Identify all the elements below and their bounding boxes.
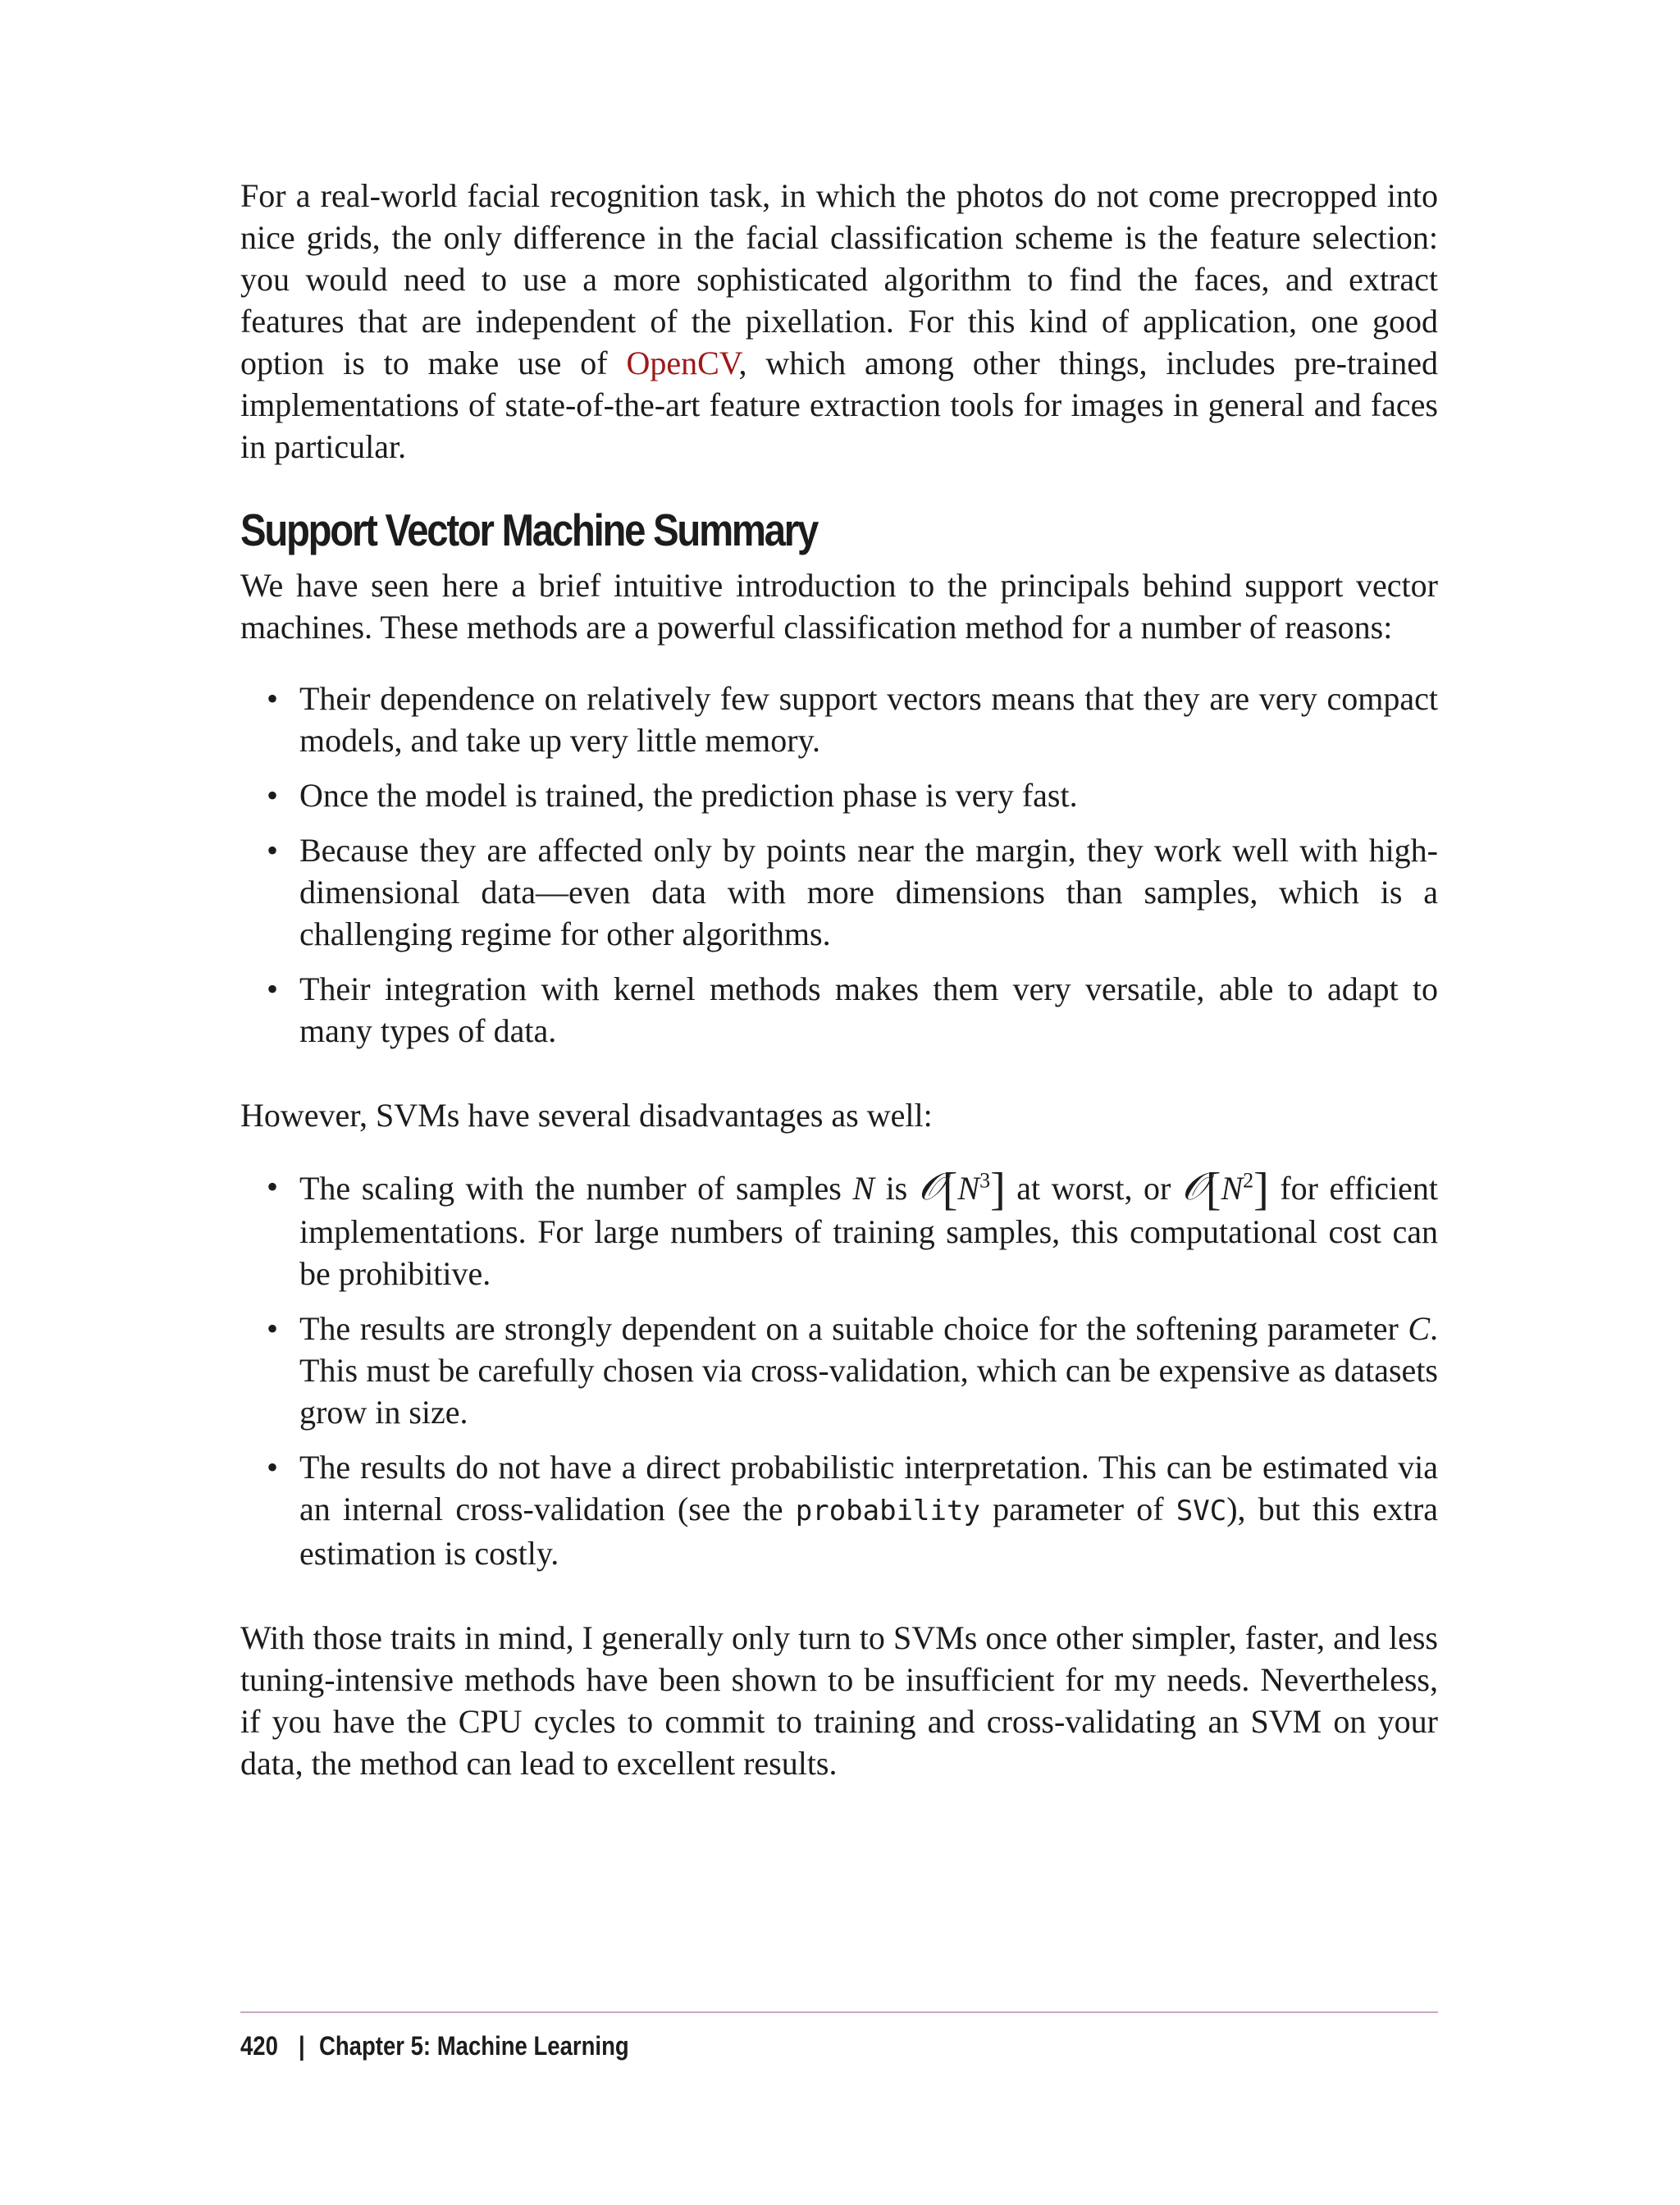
exponent: 2: [1243, 1168, 1254, 1193]
disadvantage-text: The results are strongly dependent on a suitable choice for the softening parameter: [299, 1310, 1408, 1347]
math-variable-c: C: [1408, 1310, 1430, 1347]
advantage-text: Once the model is trained, the prediction phase is very fast.: [299, 777, 1078, 814]
big-o-worst: $𝒪[N^3]$: [918, 1164, 1006, 1215]
advantage-text: Their integration with kernel methods makes them very versatile, able to adapt to many types of data.: [299, 970, 1438, 1049]
disadvantage-text: at worst, or: [1005, 1170, 1182, 1207]
code-svc: SVC: [1176, 1495, 1227, 1527]
conclusion-paragraph: With those traits in mind, I generally only turn to SVMs once other simpler, faster, and less tuning-intensive methods have been shown to be insufficient for my needs. Nevertheless, if you have the CPU cycles to commit to training and cross-validating an SVM on your data, the method can lead to excellent results.: [240, 1619, 1438, 1782]
big-o-symbol: 𝒪: [918, 1166, 943, 1208]
list-item: [240, 1166, 1438, 1294]
list-item: [240, 1446, 1438, 1574]
disadvantages-intro: However, SVMs have several disadvantages as well:: [240, 1097, 933, 1134]
disadvantage-text: is: [874, 1170, 919, 1207]
intro-text-b: , which among other things, includes pre-trained implementations of state-of-the-art feature extraction tools for images in general and faces in particular.: [240, 345, 1439, 465]
page-content: [240, 175, 1438, 1784]
bullet-icon: •: [267, 680, 279, 717]
bullet-icon: •: [267, 970, 279, 1007]
list-item: [240, 774, 1438, 816]
bullet-icon: •: [267, 1168, 279, 1205]
math-variable-n: N: [957, 1170, 980, 1207]
advantage-text: Their dependence on relatively few support vectors means that they are very compact models, and take up very little memory.: [299, 680, 1438, 759]
math-variable-n: N: [1221, 1170, 1244, 1207]
bullet-icon: •: [267, 777, 279, 814]
math-variable-n: N: [852, 1170, 875, 1207]
list-item: [240, 968, 1438, 1052]
disadvantage-text: for efficient implementations. For large numbers of training samples, this computational cost can be prohibitive.: [299, 1170, 1438, 1292]
disadvantage-text: ), but this extra estimation is costly.: [299, 1491, 1439, 1572]
disadvantage-text: parameter of: [979, 1491, 1176, 1527]
disadvantage-text: The results do not have a direct probabilistic interpretation. This can be estimated via an internal cross-validation (see the: [299, 1449, 1438, 1527]
list-item: [240, 1308, 1438, 1433]
list-item: [240, 678, 1438, 761]
intro-paragraph: [240, 175, 1438, 468]
big-o-efficient: $𝒪[N^2]$: [1181, 1164, 1269, 1215]
advantage-text: Because they are affected only by points near the margin, they work well with high-dimensional data—even data with more dimensions than samples, which is a challenging regime for other algorithms.: [299, 832, 1438, 952]
bullet-icon: •: [267, 832, 279, 869]
disadvantage-text: . This must be carefully chosen via cross-validation, which can be expensive as datasets grow in size.: [299, 1310, 1438, 1431]
page-number: 420: [240, 2031, 278, 2061]
section-intro: We have seen here a brief intuitive introduction to the principals behind support vector machines. These methods are a powerful classification method for a number of reasons:: [240, 567, 1438, 646]
disadvantage-text: The scaling with the number of samples: [299, 1170, 853, 1207]
exponent: 3: [979, 1168, 991, 1193]
intro-text-a: For a real-world facial recognition task, in which the photos do not come precropped into nice grids, the only difference in the facial classification scheme is the feature selection: you would need to use a more sophisticated algorithm to find the faces, and extract features that are independent of the pixellation. For this kind of application, one good option is to make use of: [240, 177, 1438, 381]
code-probability: probability: [795, 1495, 980, 1527]
bullet-icon: •: [267, 1310, 279, 1347]
big-o-symbol: 𝒪: [1181, 1166, 1206, 1208]
section-heading: Support Vector Machine Summary: [240, 504, 818, 555]
disadvantages-list: [240, 1166, 1438, 1574]
page-footer: [240, 2011, 1438, 2061]
list-item: [240, 829, 1438, 955]
advantages-list: [240, 678, 1438, 1052]
chapter-title: Chapter 5: Machine Learning: [319, 2031, 630, 2061]
opencv-link[interactable]: OpenCV: [626, 345, 739, 381]
footer-separator: |: [299, 2031, 306, 2061]
bullet-icon: •: [267, 1449, 279, 1486]
